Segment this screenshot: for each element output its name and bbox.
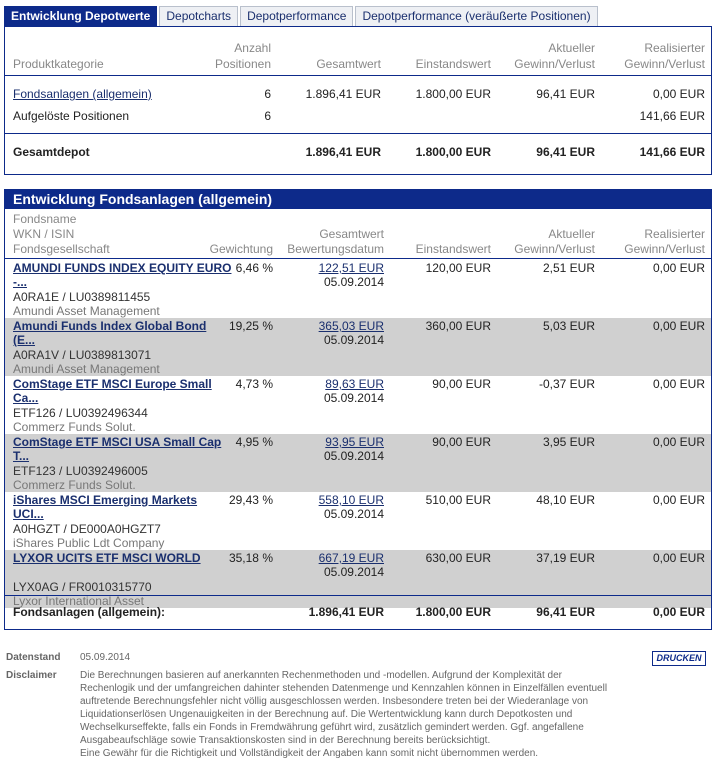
fund-valuation-date: 05.09.2014: [323, 333, 384, 347]
fund-company: Amundi Asset Management: [13, 304, 160, 318]
header-positionen: Positionen: [214, 57, 271, 71]
fund-wkn-isin: LYX0AG / FR0010315770: [13, 580, 152, 594]
fund-wkn-isin: A0HGZT / DE000A0HGZT7: [13, 522, 161, 536]
header-realisierter: Realisierter: [644, 41, 705, 55]
fund-wkn-isin: A0RA1V / LU0389813071: [13, 348, 152, 362]
fund-weight: 35,18 %: [228, 551, 273, 565]
fund-current-gain: 5,03 EUR: [542, 319, 595, 333]
fund-name-link[interactable]: AMUNDI FUNDS INDEX EQUITY EURO: [13, 261, 232, 275]
fund-weight: 19,25 %: [228, 319, 273, 333]
tab-depotcharts[interactable]: Depotcharts: [159, 6, 238, 26]
total-label-gesamtdepot: Gesamtdepot: [13, 145, 90, 159]
realized-gain-value: 0,00 EUR: [652, 87, 705, 101]
fund-cost: 120,00 EUR: [425, 261, 491, 275]
fund-company: Commerz Funds Solut.: [13, 478, 136, 492]
divider: [5, 258, 711, 259]
fund-valuation-date: 05.09.2014: [323, 507, 384, 521]
fund-company: Amundi Asset Management: [13, 362, 160, 376]
header-wkn-isin: WKN / ISIN: [13, 227, 75, 241]
fund-current-gain: 3,95 EUR: [542, 435, 595, 449]
divider: [5, 133, 711, 134]
count-value: 6: [264, 109, 271, 123]
cost-value: 1.800,00 EUR: [415, 605, 491, 619]
fund-realized-gain: 0,00 EUR: [652, 377, 705, 391]
disclaimer-label: Disclaimer: [6, 670, 57, 681]
disclaimer-line: auftretende Berechnungsfehler nicht völlig ausgeschlossen werden. Insbesondere treten bei der Wiederanlage von: [80, 696, 589, 707]
header-einstandswert: Einstandswert: [415, 242, 491, 256]
fund-wkn-isin: ETF126 / LU0392496344: [13, 406, 148, 420]
disclaimer-line: Ausgabeaufschläge sowie Transaktionskosten sind in der Berechnung bereits berücksichtigt.: [80, 735, 491, 746]
fund-realized-gain: 0,00 EUR: [652, 435, 705, 449]
fund-cost: 90,00 EUR: [432, 435, 491, 449]
funds-panel: [4, 189, 712, 630]
fund-total-link[interactable]: 667,19 EUR: [318, 551, 384, 565]
datenstand-label: Datenstand: [6, 652, 61, 663]
datenstand-value: 05.09.2014: [80, 652, 131, 663]
fund-cost: 630,00 EUR: [425, 551, 491, 565]
current-gain-value: 96,41 EUR: [536, 87, 595, 101]
overview-panel: [4, 26, 712, 175]
header-realisierter-gv: Gewinn/Verlust: [624, 242, 705, 256]
fund-weight: 4,95 %: [235, 435, 273, 449]
header-aktueller-gv: Gewinn/Verlust: [514, 57, 595, 71]
disclaimer-line: Wechselkurseffekte, falls ein Fonds in Fremdwährung geführt wird, zusätzlich gemindert werden. Ggf. angefallene: [80, 722, 584, 733]
fund-total-link[interactable]: 122,51 EUR: [318, 261, 384, 275]
fund-cost: 510,00 EUR: [425, 493, 491, 507]
total-value: 1.896,41 EUR: [305, 145, 381, 159]
fund-name-link[interactable]: ComStage ETF MSCI Europe Small: [13, 377, 212, 391]
header-gesamtwert: Gesamtwert: [316, 57, 381, 71]
fund-realized-gain: 0,00 EUR: [652, 261, 705, 275]
print-button[interactable]: DRUCKEN: [652, 651, 706, 666]
header-aktueller-gv: Gewinn/Verlust: [514, 242, 595, 256]
fund-current-gain: 48,10 EUR: [536, 493, 595, 507]
total-value: 1.896,41 EUR: [308, 605, 384, 619]
header-gewichtung: Gewichtung: [209, 242, 273, 256]
fund-cost: 360,00 EUR: [425, 319, 491, 333]
header-einstandswert: Einstandswert: [415, 57, 491, 71]
fund-name-link[interactable]: iShares MSCI Emerging Markets: [13, 493, 198, 507]
fund-company: Lyxor International Asset: [13, 594, 144, 608]
header-aktueller: Aktueller: [548, 41, 595, 55]
disclaimer-line: Rechenlogik und der umfangreichen dahinter stehenden Datenmenge und Kennzahlen können in Einzelfällen eventuell: [80, 683, 608, 694]
fund-cost: 90,00 EUR: [432, 377, 491, 391]
fund-total-link[interactable]: 93,95 EUR: [325, 435, 384, 449]
header-anzahl: Anzahl: [234, 41, 271, 55]
fund-total-link[interactable]: 89,63 EUR: [325, 377, 384, 391]
header-fondsgesellschaft: Fondsgesellschaft: [13, 242, 110, 256]
disclaimer-line: Die Berechnungen basieren auf anerkannten Rechenmethoden und -modellen. Aufgrund der Komplexität der: [80, 670, 562, 681]
header-aktueller: Aktueller: [548, 227, 595, 241]
fund-total-link[interactable]: 558,10 EUR: [318, 493, 384, 507]
fund-name-link[interactable]: Amundi Funds Index Global Bond: [13, 319, 207, 333]
fund-valuation-date: 05.09.2014: [323, 449, 384, 463]
fund-company: Commerz Funds Solut.: [13, 420, 136, 434]
fund-weight: 29,43 %: [228, 493, 273, 507]
fund-name-link-cont[interactable]: UCI...: [13, 507, 44, 521]
tab-depotperformance[interactable]: Depotperformance: [240, 6, 353, 26]
divider: [5, 595, 711, 596]
realized-gain-value: 0,00 EUR: [652, 605, 705, 619]
fund-total-link[interactable]: 365,03 EUR: [318, 319, 384, 333]
fund-wkn-isin: ETF123 / LU0392496005: [13, 464, 148, 478]
header-bewertungsdatum: Bewertungsdatum: [287, 242, 384, 256]
header-gesamtwert: Gesamtwert: [319, 227, 384, 241]
divider: [5, 75, 711, 76]
count-value: 6: [264, 87, 271, 101]
fund-name-link-cont[interactable]: -...: [13, 275, 27, 289]
fund-realized-gain: 0,00 EUR: [652, 551, 705, 565]
fund-realized-gain: 0,00 EUR: [652, 319, 705, 333]
fund-name-link[interactable]: LYXOR UCITS ETF MSCI WORLD: [13, 551, 201, 565]
funds-panel-title: Entwicklung Fondsanlagen (allgemein): [5, 190, 711, 209]
fund-realized-gain: 0,00 EUR: [652, 493, 705, 507]
category-aufgeloeste: Aufgelöste Positionen: [13, 109, 130, 123]
tab-bar: [4, 6, 600, 27]
tab-entwicklung-depotwerte[interactable]: Entwicklung Depotwerte: [4, 6, 157, 26]
header-fondsname: Fondsname: [13, 212, 77, 226]
tab-depotperformance-veraeusserte[interactable]: Depotperformance (veräußerte Positionen): [355, 6, 597, 26]
fund-name-link-cont[interactable]: (E...: [13, 333, 36, 347]
header-realisierter: Realisierter: [644, 227, 705, 241]
current-gain-value: 96,41 EUR: [536, 145, 595, 159]
fund-valuation-date: 05.09.2014: [323, 391, 384, 405]
fund-name-link-cont[interactable]: Ca...: [13, 391, 39, 405]
fund-current-gain: 37,19 EUR: [536, 551, 595, 565]
total-value: 1.896,41 EUR: [305, 87, 381, 101]
fund-weight: 4,73 %: [235, 377, 273, 391]
fund-valuation-date: 05.09.2014: [323, 275, 384, 289]
fund-name-link-cont[interactable]: T...: [13, 449, 30, 463]
fund-valuation-date: 05.09.2014: [323, 565, 384, 579]
header-produktkategorie: Produktkategorie: [13, 57, 104, 71]
funds-total-label: Fondsanlagen (allgemein):: [13, 605, 166, 619]
fund-current-gain: -0,37 EUR: [538, 377, 595, 391]
fund-name-link[interactable]: ComStage ETF MSCI USA Small Cap: [13, 435, 222, 449]
cost-value: 1.800,00 EUR: [415, 87, 491, 101]
disclaimer-line: Liquidationserlösen Ungenauigkeiten in der Berechnung auf. Die Wertentwicklung kann durch Depotkosten und: [80, 709, 573, 720]
header-realisierter-gv: Gewinn/Verlust: [624, 57, 705, 71]
fund-weight: 6,46 %: [235, 261, 273, 275]
category-link-fondsanlagen[interactable]: Fondsanlagen (allgemein): [13, 87, 152, 101]
fund-wkn-isin: A0RA1E / LU0389811455: [13, 290, 151, 304]
cost-value: 1.800,00 EUR: [415, 145, 491, 159]
disclaimer-line: Eine Gewähr für die Richtigkeit und Vollständigkeit der Angaben kann somit nicht übernommen werden.: [80, 748, 539, 759]
fund-company: iShares Public Ldt Company: [13, 536, 165, 550]
realized-gain-value: 141,66 EUR: [639, 109, 705, 123]
current-gain-value: 96,41 EUR: [536, 605, 595, 619]
realized-gain-value: 141,66 EUR: [639, 145, 705, 159]
disclaimer-text: [80, 669, 640, 760]
fund-current-gain: 2,51 EUR: [542, 261, 595, 275]
